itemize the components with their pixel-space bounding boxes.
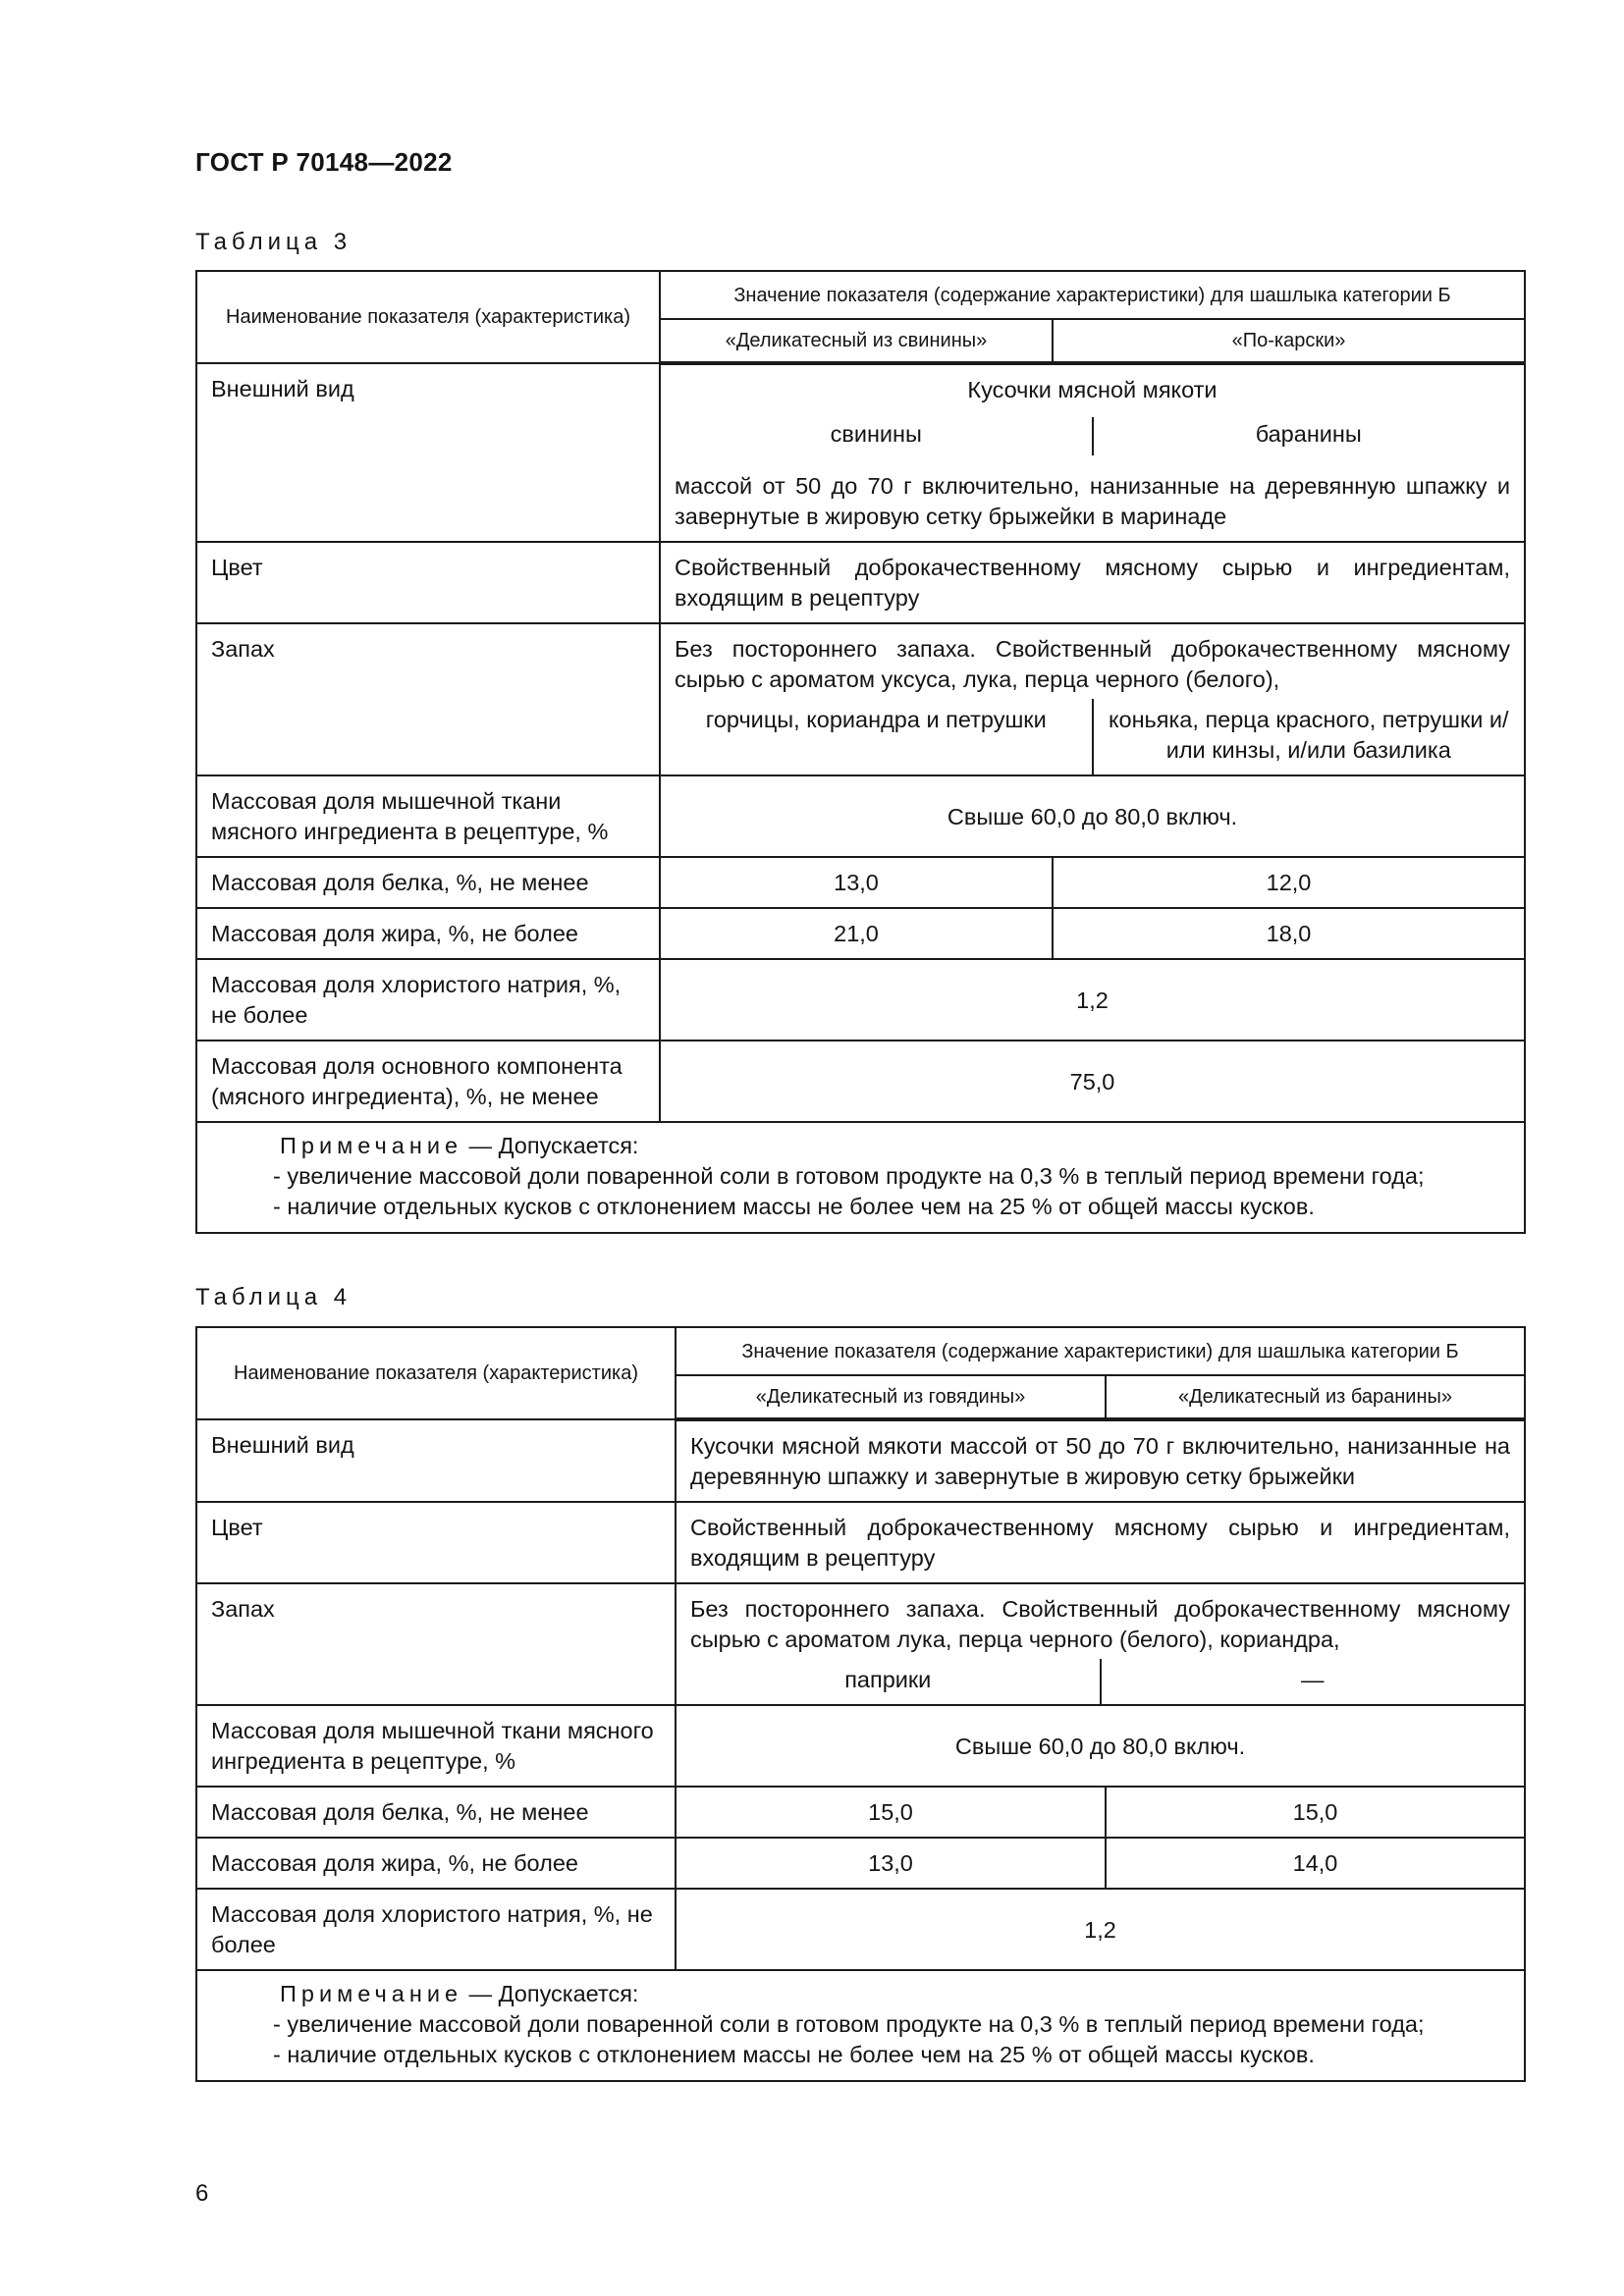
appearance-bottom-text: массой от 50 до 70 г включительно, нанизанные на деревянную шпажку и завернутые в жировую сетку брыжейки в маринаде: [675, 473, 1510, 529]
table-row: [196, 1705, 1525, 1787]
row-label-muscle: Массовая доля мышечной ткани мясного ингредиента в рецептуре, %: [196, 1705, 676, 1787]
row-value-smell: [676, 1583, 1525, 1705]
note-title: Примечание: [280, 1981, 463, 2006]
row-label-color: Цвет: [196, 1502, 676, 1583]
table-row: [196, 857, 1525, 908]
table3-subheader-right: «По-карски»: [1053, 319, 1525, 363]
table3-header-indicator: Наименование показателя (характеристика): [196, 271, 660, 363]
table4-header-value: Значение показателя (содержание характеристики) для шашлыка категории Б: [676, 1327, 1525, 1375]
row-value-protein-left: 15,0: [676, 1787, 1106, 1838]
smell-right-text: —: [1301, 1667, 1325, 1692]
table-row: [196, 1502, 1525, 1583]
table-row: [196, 1041, 1525, 1122]
smell-top-text: Без постороннего запаха. Свойственный доброкачественному мясному сырью с ароматом уксуса, лука, перца черного (белого),: [675, 636, 1510, 692]
note-item: - наличие отдельных кусков с отклонением массы не более чем на 25 % от общей массы кусков.: [273, 1194, 1315, 1219]
table-row: [196, 542, 1525, 623]
table-row: [196, 959, 1525, 1041]
table-row: [196, 363, 1525, 542]
note-lead: — Допускается:: [462, 1133, 639, 1158]
table-row: [196, 1419, 1525, 1502]
row-value-fat-right: 14,0: [1106, 1838, 1525, 1889]
row-value-smell: [660, 623, 1525, 775]
row-label-fat: Массовая доля жира, %, не более: [196, 1838, 676, 1889]
row-value-main-component: 75,0: [660, 1041, 1525, 1122]
row-label-muscle: Массовая доля мышечной ткани мясного ингредиента в рецептуре, %: [196, 775, 660, 857]
table4-caption: Таблица 4: [195, 1284, 352, 1310]
table3-note: [196, 1122, 1525, 1233]
table3-note-row: [196, 1122, 1525, 1233]
table-row: [196, 775, 1525, 857]
table3-caption: Таблица 3: [195, 229, 352, 255]
table4-note-row: [196, 1970, 1525, 2081]
smell-top-text: Без постороннего запаха. Свойственный доброкачественному мясному сырью с ароматом лука, перца черного (белого), кориандра,: [690, 1596, 1510, 1652]
note-title: Примечание: [280, 1133, 463, 1158]
row-label-salt: Массовая доля хлористого натрия, %, не более: [196, 1889, 676, 1970]
row-value-fat-right: 18,0: [1053, 908, 1525, 959]
smell-left-text: горчицы, кориандра и петрушки: [661, 699, 1094, 774]
table-row: [196, 908, 1525, 959]
smell-left-text: паприки: [677, 1659, 1102, 1704]
row-label-color: Цвет: [196, 542, 660, 623]
row-value-salt: 1,2: [660, 959, 1525, 1041]
table4-header-row: [196, 1327, 1525, 1375]
note-item: - наличие отдельных кусков с отклонением массы не более чем на 25 % от общей массы кусков.: [273, 2042, 1315, 2067]
table-row: [196, 1889, 1525, 1970]
row-label-smell: Запах: [196, 623, 660, 775]
row-label-appearance: Внешний вид: [196, 1419, 676, 1502]
row-label-main-component: Массовая доля основного компонента (мясного ингредиента), %, не менее: [196, 1041, 660, 1122]
row-value-salt: 1,2: [676, 1889, 1525, 1970]
appearance-right-text: баранины: [1255, 421, 1362, 447]
row-value-appearance: Кусочки мясной мякоти массой от 50 до 70 г включительно, нанизанные на деревянную шпажку и завернутые в жировую сетку брыжейки: [676, 1419, 1525, 1502]
table3-subheader-left: «Деликатесный из свинины»: [660, 319, 1053, 363]
row-label-protein: Массовая доля белка, %, не менее: [196, 1787, 676, 1838]
row-value-muscle: Свыше 60,0 до 80,0 включ.: [676, 1705, 1525, 1787]
table4-header-indicator: Наименование показателя (характеристика): [196, 1327, 676, 1419]
row-value-protein-left: 13,0: [660, 857, 1053, 908]
row-label-salt: Массовая доля хлористого натрия, %, не более: [196, 959, 660, 1041]
document-designation: ГОСТ Р 70148—2022: [195, 147, 453, 177]
appearance-left-text: свинины: [661, 417, 1094, 455]
table-row: [196, 623, 1525, 775]
note-item: - увеличение массовой доли поваренной соли в готовом продукте на 0,3 % в теплый период времени года;: [273, 2011, 1425, 2037]
row-value-color: Свойственный доброкачественному мясному сырью и ингредиентам, входящим в рецептуру: [660, 542, 1525, 623]
table4-subheader-left: «Деликатесный из говядины»: [676, 1375, 1106, 1419]
table-row: [196, 1583, 1525, 1705]
row-value-protein-right: 12,0: [1053, 857, 1525, 908]
table4-note: [196, 1970, 1525, 2081]
row-value-muscle: Свыше 60,0 до 80,0 включ.: [660, 775, 1525, 857]
row-label-protein: Массовая доля белка, %, не менее: [196, 857, 660, 908]
table4: [195, 1326, 1526, 2082]
table3-header-row: [196, 271, 1525, 319]
row-value-protein-right: 15,0: [1106, 1787, 1525, 1838]
table-row: [196, 1787, 1525, 1838]
row-value-fat-left: 13,0: [676, 1838, 1106, 1889]
note-lead: — Допускается:: [462, 1981, 639, 2006]
table3: [195, 270, 1526, 1234]
table3-header-value: Значение показателя (содержание характеристики) для шашлыка категории Б: [660, 271, 1525, 319]
smell-right-text: коньяка, перца красного, петрушки и/или кинзы, и/или базилика: [1108, 707, 1509, 763]
row-label-smell: Запах: [196, 1583, 676, 1705]
row-value-appearance: [660, 363, 1525, 542]
row-value-color: Свойственный доброкачественному мясному сырью и ингредиентам, входящим в рецептуру: [676, 1502, 1525, 1583]
row-value-fat-left: 21,0: [660, 908, 1053, 959]
table-row: [196, 1838, 1525, 1889]
appearance-top-text: Кусочки мясной мякоти: [967, 377, 1218, 402]
table4-subheader-right: «Деликатесный из баранины»: [1106, 1375, 1525, 1419]
note-item: - увеличение массовой доли поваренной соли в готовом продукте на 0,3 % в теплый период времени года;: [273, 1163, 1425, 1189]
page-number: 6: [195, 2180, 209, 2207]
row-label-appearance: Внешний вид: [196, 363, 660, 542]
row-label-fat: Массовая доля жира, %, не более: [196, 908, 660, 959]
